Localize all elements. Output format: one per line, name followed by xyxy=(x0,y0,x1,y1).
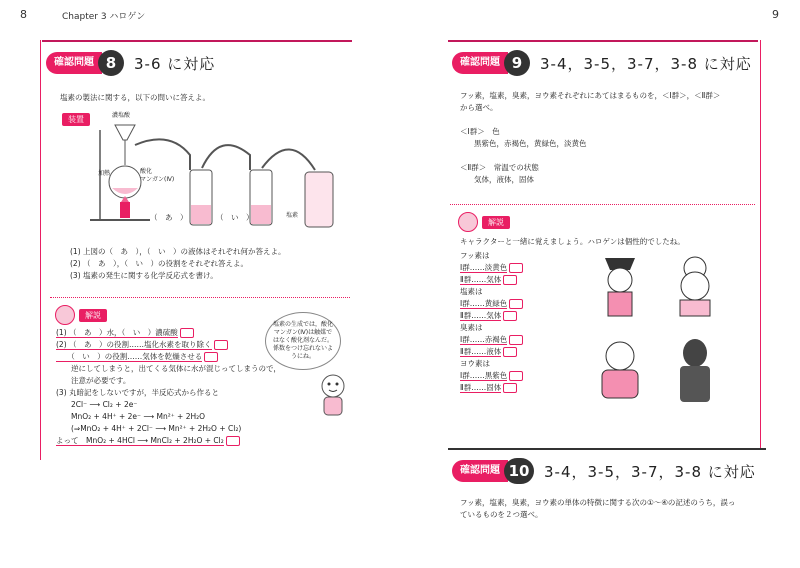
answer-fluorine: フッ素は Ⅰ群……淡黄色 Ⅱ群……気体 xyxy=(460,250,523,286)
group1-items: 黒紫色，赤褐色，黄緑色，淡黄色 xyxy=(474,139,587,148)
group2-label: ＜Ⅱ群＞ 常温での状態 xyxy=(460,163,539,172)
problem10-number: 10 xyxy=(504,458,534,484)
kaisetsu-left xyxy=(55,305,107,325)
header-rule-left xyxy=(42,40,352,42)
kaisetsu-intro-right: キャラクターと一緒に覚えましょう。ハロゲンは個性的でしたね。 xyxy=(460,237,685,246)
problem10-text-1: フッ素，塩素，臭素，ヨウ素の単体の特徴に関する次の①～④の記述のうち，誤っ xyxy=(460,498,736,507)
problem9-badge: 確認問題 xyxy=(452,52,508,74)
teacher-icon-right xyxy=(458,212,478,232)
answer-line-4: 逆にしてしまうと，出てくる気体に水が混じってしまうので， xyxy=(56,364,281,373)
dotted-divider-left xyxy=(50,297,350,298)
answer-line-5: 注意が必要です。 xyxy=(56,376,131,385)
dotted-divider-right xyxy=(450,204,755,205)
fluorine-character-icon xyxy=(605,258,635,316)
problem8-questions xyxy=(70,246,286,282)
problem9-title: 3-4，3-5，3-7，3-8 に対応 xyxy=(540,54,752,73)
student-character-icon xyxy=(315,372,351,418)
answer-chlorine: 塩素は Ⅰ群……黄緑色 Ⅱ群……気体 xyxy=(460,286,523,322)
problem9-header xyxy=(452,45,752,81)
question-2: (2) （ あ ），（ い ）の役割をそれぞれ答えよ。 xyxy=(70,259,249,268)
question-3: (3) 塩素の発生に関する化学反応式を書け。 xyxy=(70,271,218,280)
answer-line-3: （ い ）の役割……気体を乾燥させる xyxy=(56,351,281,363)
margin-rule-right xyxy=(760,40,761,450)
problem8-title: 3-6 に対応 xyxy=(134,54,216,73)
label-gas: 塩素 xyxy=(286,212,299,219)
halogen-answers xyxy=(460,250,523,394)
page-number-right: 9 xyxy=(772,8,779,21)
answer-bromine: 臭素は Ⅰ群……赤褐色 Ⅱ群……液体 xyxy=(460,322,523,358)
answer-iodine: ヨウ素は Ⅰ群……黒紫色 Ⅱ群……固体 xyxy=(460,358,523,394)
group2-items: 気体，液体，固体 xyxy=(474,175,534,184)
answer-line-2: (2) （ あ ）の役割……塩化水素を取り除く xyxy=(56,339,281,351)
kaisetsu-right xyxy=(458,212,510,232)
problem10-body xyxy=(460,497,735,521)
answer-line-10: よって MnO₂ + 4HCl ⟶ MnCl₂ + 2H₂O + Cl₂ xyxy=(56,435,281,447)
problem10-top-rule xyxy=(448,448,766,450)
teacher-icon xyxy=(55,305,75,325)
problem8-badge: 確認問題 xyxy=(46,52,102,74)
problem9-intro-2: から選べ。 xyxy=(460,103,498,112)
answer-line-6: (3) 丸暗記をしないですが，半反応式から作ると xyxy=(56,388,220,397)
problem9-intro-1: フッ素，塩素，臭素，ヨウ素それぞれにあてはまるものを，＜Ⅰ群＞，＜Ⅱ群＞ xyxy=(460,91,721,100)
speech-bubble: 塩素の生成では，酸化マンガン(Ⅳ)は触媒ではなく酸化剤なんだ。係数をつけ忘れないようにね。 xyxy=(265,312,341,370)
problem10-badge: 確認問題 xyxy=(452,460,508,482)
answer-line-1: (1) （ あ ）水，（ い ）濃硫酸 xyxy=(56,327,281,339)
label-heating: 加熱 xyxy=(98,170,111,177)
kaisetsu-tag-left: 解説 xyxy=(79,309,107,322)
margin-rule-left xyxy=(40,40,41,460)
group1-label: ＜Ⅰ群＞ 色 xyxy=(460,127,500,136)
bromine-character-icon xyxy=(602,342,638,398)
label-i: （ い ） xyxy=(216,213,254,222)
answer-line-7: 2Cl⁻ ⟶ Cl₂ + 2e⁻ xyxy=(56,400,138,409)
question-1: (1) 上図の（ あ ），（ い ）の液体はそれぞれ何か答えよ。 xyxy=(70,247,286,256)
iodine-character-icon xyxy=(680,339,710,402)
problem10-title: 3-4，3-5，3-7，3-8 に対応 xyxy=(544,462,756,481)
answer-line-8: MnO₂ + 4H⁺ + 2e⁻ ⟶ Mn²⁺ + 2H₂O xyxy=(56,412,206,421)
apparatus-tag-wrap xyxy=(62,107,90,126)
chapter-title: Chapter 3 ハロゲン xyxy=(62,12,146,22)
problem8-number: 8 xyxy=(98,50,124,76)
header-rule-right xyxy=(448,40,758,42)
chlorine-character-icon xyxy=(680,257,710,316)
page-number-left: 8 xyxy=(20,8,27,21)
apparatus-tag: 装置 xyxy=(62,113,90,126)
halogen-characters xyxy=(590,248,730,418)
problem10-header xyxy=(452,453,756,489)
answer-line-9: (⇒MnO₂ + 4H⁺ + 2Cl⁻ ⟶ Mn²⁺ + 2H₂O + Cl₂) xyxy=(56,424,242,433)
label-a: （ あ ） xyxy=(150,213,188,222)
label-mno2: 酸化 マンガン(Ⅳ) xyxy=(140,168,175,183)
problem10-text-2: ているものを２つ選べ。 xyxy=(460,510,543,519)
problem8-header xyxy=(46,45,215,81)
kaisetsu-tag-right: 解説 xyxy=(482,216,510,229)
problem9-number: 9 xyxy=(504,50,530,76)
problem8-intro: 塩素の製法に関する，以下の問いに答えよ。 xyxy=(60,93,210,102)
label-hcl: 濃塩酸 xyxy=(112,112,131,119)
problem9-body xyxy=(460,90,720,186)
problem8-answers xyxy=(56,327,281,447)
